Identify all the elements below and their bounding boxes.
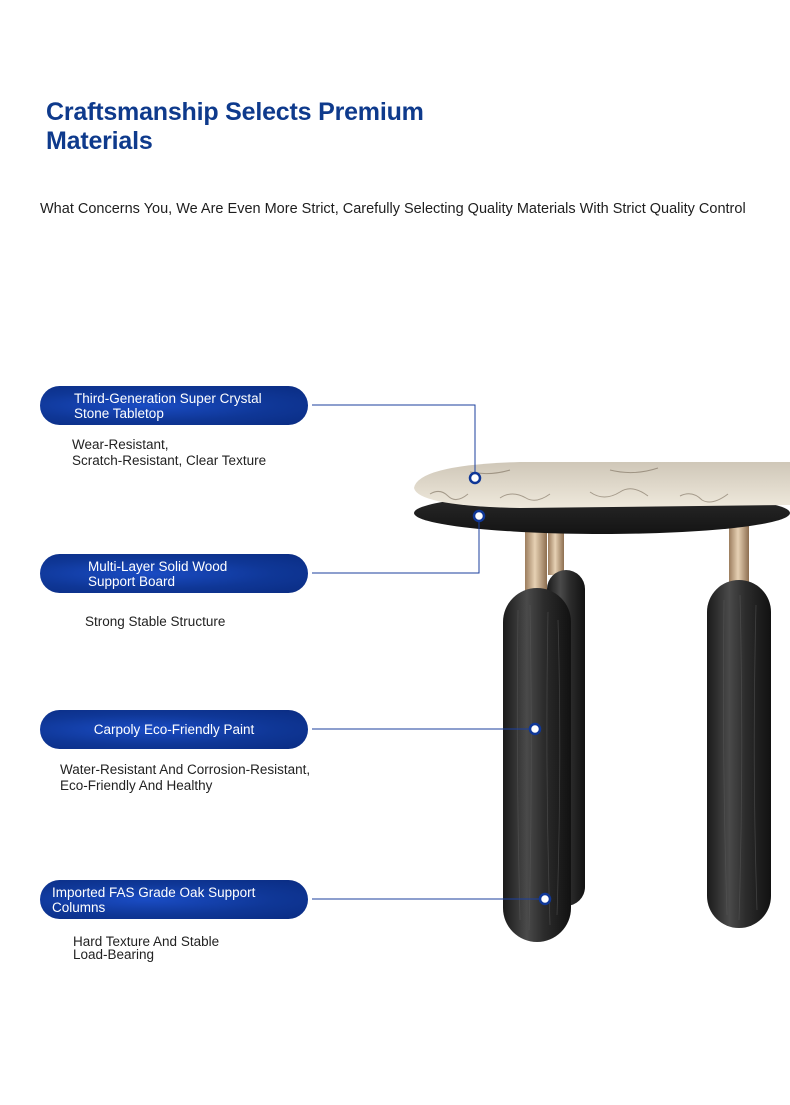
feature-label-oak-columns	[40, 880, 308, 919]
feature-label-paint	[40, 710, 308, 749]
feature-desc-line: Eco-Friendly And Healthy	[60, 778, 213, 793]
table-leg-right	[707, 580, 771, 928]
feature-desc-support-board	[85, 614, 225, 630]
feature-desc-line: Water-Resistant And Corrosion-Resistant,	[60, 762, 311, 777]
brass-connector	[525, 525, 547, 597]
page-title: Craftsmanship Selects Premium Materials	[46, 98, 424, 155]
feature-label-line: Multi-Layer Solid Wood	[88, 558, 228, 574]
feature-desc-line: Strong Stable Structure	[85, 614, 226, 629]
feature-desc-line: Hard Texture And Stable	[73, 934, 220, 949]
feature-label-line: Imported FAS Grade Oak Support	[52, 884, 256, 900]
feature-label-support-board	[40, 554, 308, 593]
page-subtitle: What Concerns You, We Are Even More Strict, Carefully Selecting Quality Materials With Strict Quality Control	[40, 201, 746, 217]
feature-desc-oak-columns	[73, 935, 219, 961]
feature-desc-line: Load-Bearing	[73, 947, 155, 962]
feature-desc-paint	[60, 762, 310, 794]
feature-desc-tabletop	[72, 437, 266, 469]
brass-connector	[729, 525, 749, 587]
feature-label-line: Support Board	[88, 573, 176, 589]
feature-desc-line: Wear-Resistant,	[72, 437, 169, 452]
feature-label-line: Columns	[52, 899, 106, 915]
feature-desc-line: Scratch-Resistant, Clear Texture	[72, 453, 267, 468]
feature-label-line: Stone Tabletop	[74, 405, 164, 421]
feature-label-line: Carpoly Eco-Friendly Paint	[93, 722, 255, 737]
feature-label-line: Third-Generation Super Crystal	[74, 390, 262, 406]
feature-label-tabletop	[40, 386, 308, 425]
stone-tabletop	[414, 462, 790, 508]
table-leg-front	[503, 588, 571, 942]
